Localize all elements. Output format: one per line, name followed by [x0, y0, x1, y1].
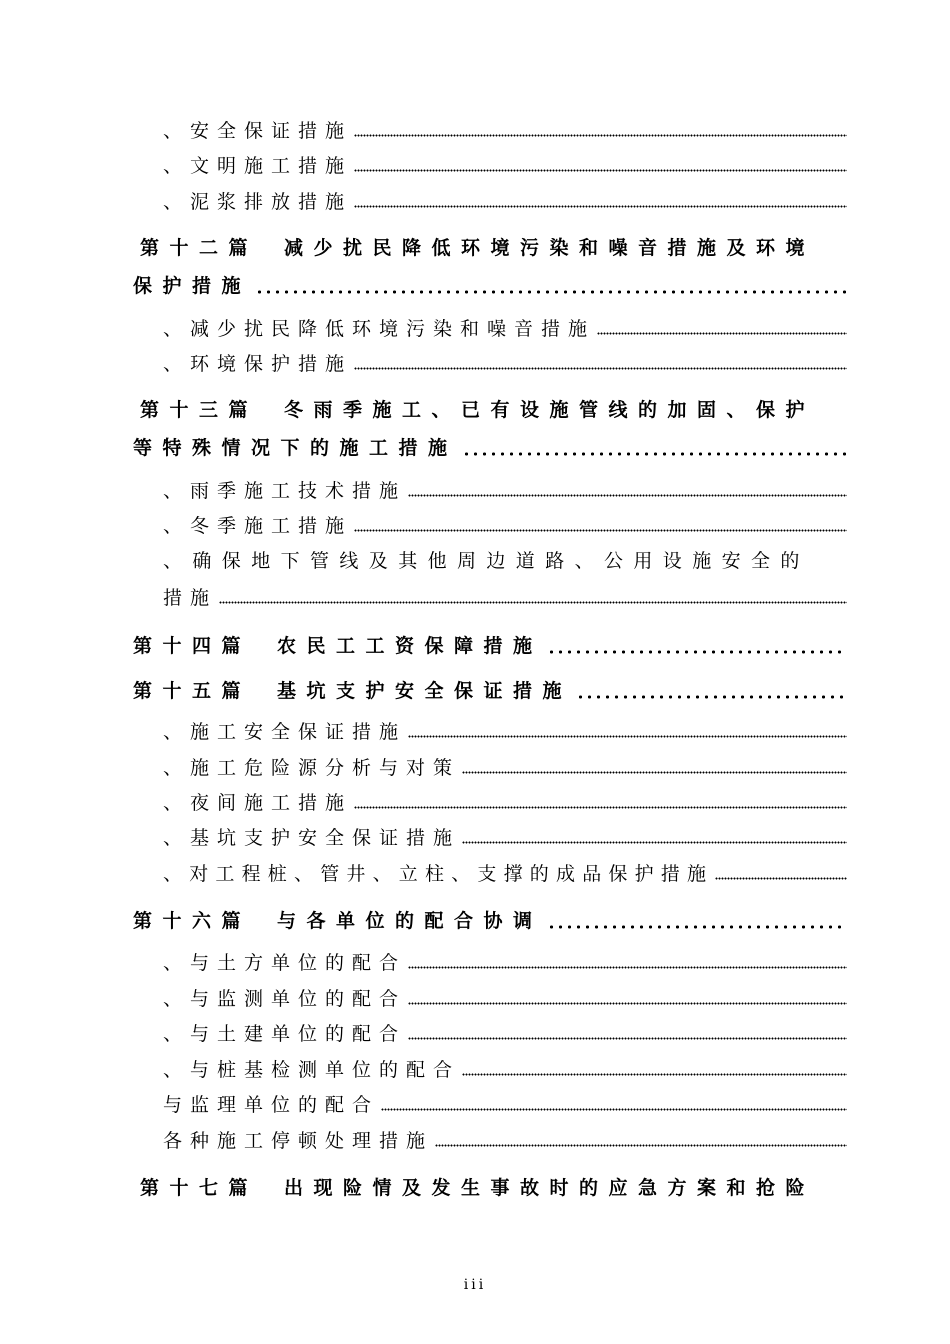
entry-text: 、文明施工措施 — [163, 155, 353, 177]
leader-dots — [255, 289, 847, 295]
chapter-number: 第十五篇 — [133, 680, 252, 702]
toc-entry[interactable] — [163, 985, 847, 1011]
toc-entry-cont[interactable] — [163, 584, 847, 610]
leader-dots — [547, 649, 847, 655]
leader-dots — [715, 875, 847, 881]
chapter-title: 减少扰民降低环境污染和噪音措施及环境 — [284, 237, 816, 259]
entry-text: 、与土方单位的配合 — [163, 952, 407, 974]
leader-dots — [547, 924, 847, 930]
chapter-title-cont: 等特殊情况下的施工措施 — [133, 437, 458, 459]
leader-dots — [354, 804, 847, 810]
leader-dots — [408, 1035, 847, 1041]
chapter-number: 第十六篇 — [133, 910, 252, 932]
chapter-heading[interactable] — [140, 232, 854, 260]
toc-entry[interactable] — [163, 1091, 847, 1117]
leader-dots — [462, 769, 847, 775]
entry-text: 、泥浆排放措施 — [163, 191, 353, 213]
chapter-heading[interactable] — [133, 675, 847, 703]
toc-entry[interactable] — [163, 350, 847, 376]
toc-entry[interactable] — [163, 152, 847, 178]
leader-dots — [354, 365, 847, 371]
chapter-number: 第十四篇 — [133, 635, 252, 657]
entry-text: 、冬季施工措施 — [163, 515, 353, 537]
leader-dots — [408, 964, 847, 970]
leader-dots — [354, 203, 847, 209]
toc-entry[interactable] — [163, 718, 847, 744]
toc-entry[interactable] — [163, 789, 847, 815]
toc-entry[interactable] — [163, 824, 847, 850]
chapter-title: 出现险情及发生事故时的应急方案和抢险 — [284, 1177, 816, 1199]
chapter-title: 与各单位的配合协调 — [277, 910, 543, 932]
chapter-title: 农民工工资保障措施 — [277, 635, 543, 657]
leader-dots — [408, 733, 847, 739]
entry-text: 、环境保护措施 — [163, 353, 353, 375]
leader-dots — [381, 1106, 847, 1112]
entry-text: 、基坑支护安全保证措施 — [163, 827, 461, 849]
leader-dots — [462, 451, 847, 457]
leader-dots — [462, 1071, 847, 1077]
toc-entry[interactable] — [163, 1020, 847, 1046]
leader-dots — [408, 1000, 847, 1006]
leader-dots — [354, 527, 847, 533]
toc-entry[interactable] — [163, 477, 847, 503]
chapter-number: 第十七篇 — [140, 1177, 259, 1199]
chapter-heading[interactable] — [140, 1172, 854, 1200]
leader-dots — [462, 839, 847, 845]
leader-dots — [354, 132, 847, 138]
toc-entry[interactable] — [163, 188, 847, 214]
entry-text: 各种施工停顿处理措施 — [163, 1130, 434, 1152]
chapter-title-cont: 保护措施 — [133, 275, 252, 297]
leader-dots — [219, 599, 847, 605]
entry-text: 、减少扰民降低环境污染和噪音措施 — [163, 318, 596, 340]
toc-entry[interactable] — [163, 547, 847, 573]
leader-dots — [597, 330, 847, 336]
leader-dots — [435, 1142, 847, 1148]
toc-entry[interactable] — [163, 1127, 847, 1153]
entry-text: 、与监测单位的配合 — [163, 988, 407, 1010]
chapter-heading[interactable] — [133, 905, 847, 933]
chapter-heading-cont[interactable] — [133, 270, 847, 298]
entry-text: 、夜间施工措施 — [163, 792, 353, 814]
entry-text: 、与桩基检测单位的配合 — [163, 1059, 461, 1081]
entry-text: 、安全保证措施 — [163, 120, 353, 142]
chapter-title: 基坑支护安全保证措施 — [277, 680, 573, 702]
chapter-number: 第十二篇 — [140, 237, 259, 259]
chapter-number: 第十三篇 — [140, 399, 259, 421]
entry-text: 、与土建单位的配合 — [163, 1023, 407, 1045]
toc-entry[interactable] — [163, 117, 847, 143]
page-number: iii — [463, 1277, 487, 1293]
chapter-heading-cont[interactable] — [133, 432, 847, 460]
leader-dots — [576, 694, 847, 700]
toc-entry[interactable] — [163, 315, 847, 341]
entry-text: 、对工程桩、管井、立柱、支撑的成品保护措施 — [163, 863, 714, 885]
entry-text: 、施工危险源分析与对策 — [163, 757, 461, 779]
chapter-heading[interactable] — [133, 630, 847, 658]
toc-entry[interactable] — [163, 949, 847, 975]
entry-text: 、确保地下管线及其他周边道路、公用设施安全的 — [163, 550, 810, 572]
leader-dots — [354, 167, 847, 173]
toc-entry[interactable] — [163, 1056, 847, 1082]
chapter-title: 冬雨季施工、已有设施管线的加固、保护 — [284, 399, 816, 421]
chapter-heading[interactable] — [140, 394, 854, 422]
entry-text: 、施工安全保证措施 — [163, 721, 407, 743]
toc-entry[interactable] — [163, 512, 847, 538]
entry-text: 、雨季施工技术措施 — [163, 480, 407, 502]
leader-dots — [408, 492, 847, 498]
toc-entry[interactable] — [163, 860, 847, 886]
entry-text: 措施 — [163, 587, 218, 609]
toc-entry[interactable] — [163, 754, 847, 780]
entry-text: 与监理单位的配合 — [163, 1094, 380, 1116]
